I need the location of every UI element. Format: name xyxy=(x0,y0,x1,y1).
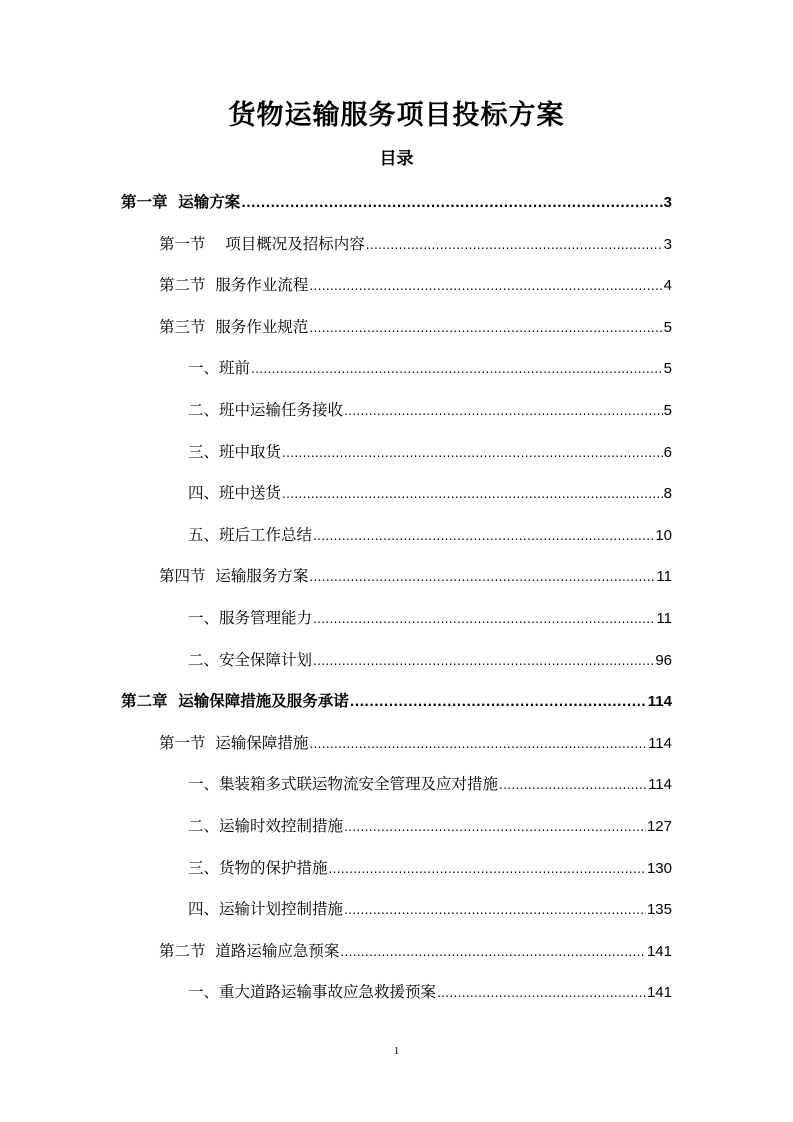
toc-entry[interactable] xyxy=(0,682,793,724)
toc-page-number: 5 xyxy=(663,360,672,378)
toc-dot-leader xyxy=(282,475,663,513)
toc-entry[interactable] xyxy=(0,932,793,974)
toc-entry-title: 一、重大道路运输事故应急救援预案 xyxy=(188,983,437,1002)
toc-dot-leader xyxy=(437,974,646,1012)
toc-entry[interactable] xyxy=(0,641,793,683)
toc-entry[interactable] xyxy=(0,433,793,475)
toc-entry[interactable] xyxy=(0,349,793,391)
toc-dot-leader xyxy=(313,642,654,680)
toc-page-number: 4 xyxy=(663,277,672,295)
toc-page-number: 3 xyxy=(663,194,672,211)
toc-entry[interactable] xyxy=(0,183,793,225)
toc-dot-leader xyxy=(313,600,655,638)
document-title: 货物运输服务项目投标方案 xyxy=(228,100,565,131)
toc-entry-title: 二、运输时效控制措施 xyxy=(188,816,344,835)
toc-entry-title: 第一节 项目概况及招标内容 xyxy=(159,234,365,253)
toc-entry-title: 一、班前 xyxy=(188,359,251,378)
toc-entry-title: 第二节 服务作业流程 xyxy=(159,276,309,295)
toc-page-number: 96 xyxy=(655,651,672,669)
toc-entry[interactable] xyxy=(0,225,793,267)
toc-entry[interactable] xyxy=(0,391,793,433)
page-number: 1 xyxy=(393,1045,400,1057)
toc-entry[interactable] xyxy=(0,266,793,308)
toc-entry-title: 三、班中取货 xyxy=(188,442,282,461)
toc-entry[interactable] xyxy=(0,973,793,1015)
toc-entry-title: 第一节 运输保障措施 xyxy=(159,733,309,752)
toc-entry-title: 四、班中送货 xyxy=(188,484,282,503)
toc-page-number: 11 xyxy=(656,609,672,627)
toc-entry[interactable] xyxy=(0,474,793,516)
toc-heading: 目录 xyxy=(379,149,414,169)
toc-dot-leader xyxy=(282,434,663,472)
toc-entry-title: 五、班后工作总结 xyxy=(188,525,313,544)
toc-entry-title: 第一章 运输方案 xyxy=(121,192,241,211)
toc-entry[interactable] xyxy=(0,724,793,766)
toc-dot-leader xyxy=(241,184,662,222)
toc-entry-title: 二、班中运输任务接收 xyxy=(188,400,344,419)
toc-dot-leader xyxy=(329,850,646,888)
toc-entry-title: 第四节 运输服务方案 xyxy=(159,567,309,586)
toc-dot-leader xyxy=(499,766,647,804)
toc-entry-title: 二、安全保障计划 xyxy=(188,650,313,669)
toc-page-number: 6 xyxy=(663,443,672,461)
toc-entry[interactable] xyxy=(0,308,793,350)
toc-page-number: 127 xyxy=(646,817,672,835)
toc-entry[interactable] xyxy=(0,599,793,641)
toc-entry[interactable] xyxy=(0,807,793,849)
toc-page-number: 114 xyxy=(648,776,672,794)
toc-page-number: 11 xyxy=(656,568,672,586)
toc-dot-leader xyxy=(344,808,646,846)
toc-page-number: 10 xyxy=(655,526,672,544)
toc-page-number: 135 xyxy=(646,901,672,919)
toc-dot-leader xyxy=(350,683,647,721)
toc-entry[interactable] xyxy=(0,557,793,599)
toc-dot-leader xyxy=(344,891,646,929)
toc-entry-title: 第二章 运输保障措施及服务承诺 xyxy=(121,691,349,711)
toc-dot-leader xyxy=(251,350,663,388)
toc-entry[interactable] xyxy=(0,890,793,932)
toc-dot-leader xyxy=(309,725,647,763)
toc-entry-title: 三、货物的保护措施 xyxy=(188,858,328,877)
toc-entry-title: 第三节 服务作业规范 xyxy=(159,317,309,336)
toc-entry-title: 一、服务管理能力 xyxy=(188,608,313,627)
toc-entry-title: 一、集装箱多式联运物流安全管理及应对措施 xyxy=(188,775,499,794)
toc-entry[interactable] xyxy=(0,849,793,891)
toc-page-number: 141 xyxy=(646,984,672,1002)
toc-dot-leader xyxy=(344,392,663,430)
toc-dot-leader xyxy=(309,558,655,596)
toc-page-number: 114 xyxy=(647,693,672,711)
toc-page-number: 130 xyxy=(646,859,672,877)
table-of-contents xyxy=(0,183,793,1015)
toc-entry[interactable] xyxy=(0,516,793,558)
toc-page-number: 141 xyxy=(646,942,672,960)
toc-page-number: 114 xyxy=(648,734,672,752)
toc-page-number: 5 xyxy=(663,401,672,419)
toc-dot-leader xyxy=(340,933,646,971)
toc-entry-title: 四、运输计划控制措施 xyxy=(188,900,344,919)
toc-entry-title: 第二节 道路运输应急预案 xyxy=(159,941,340,960)
toc-dot-leader xyxy=(366,226,663,264)
toc-entry[interactable] xyxy=(0,765,793,807)
toc-dot-leader xyxy=(309,267,662,305)
toc-page-number: 3 xyxy=(663,235,672,253)
toc-page-number: 5 xyxy=(663,318,672,336)
toc-page-number: 8 xyxy=(663,485,672,503)
toc-dot-leader xyxy=(309,309,662,347)
toc-dot-leader xyxy=(313,517,654,555)
